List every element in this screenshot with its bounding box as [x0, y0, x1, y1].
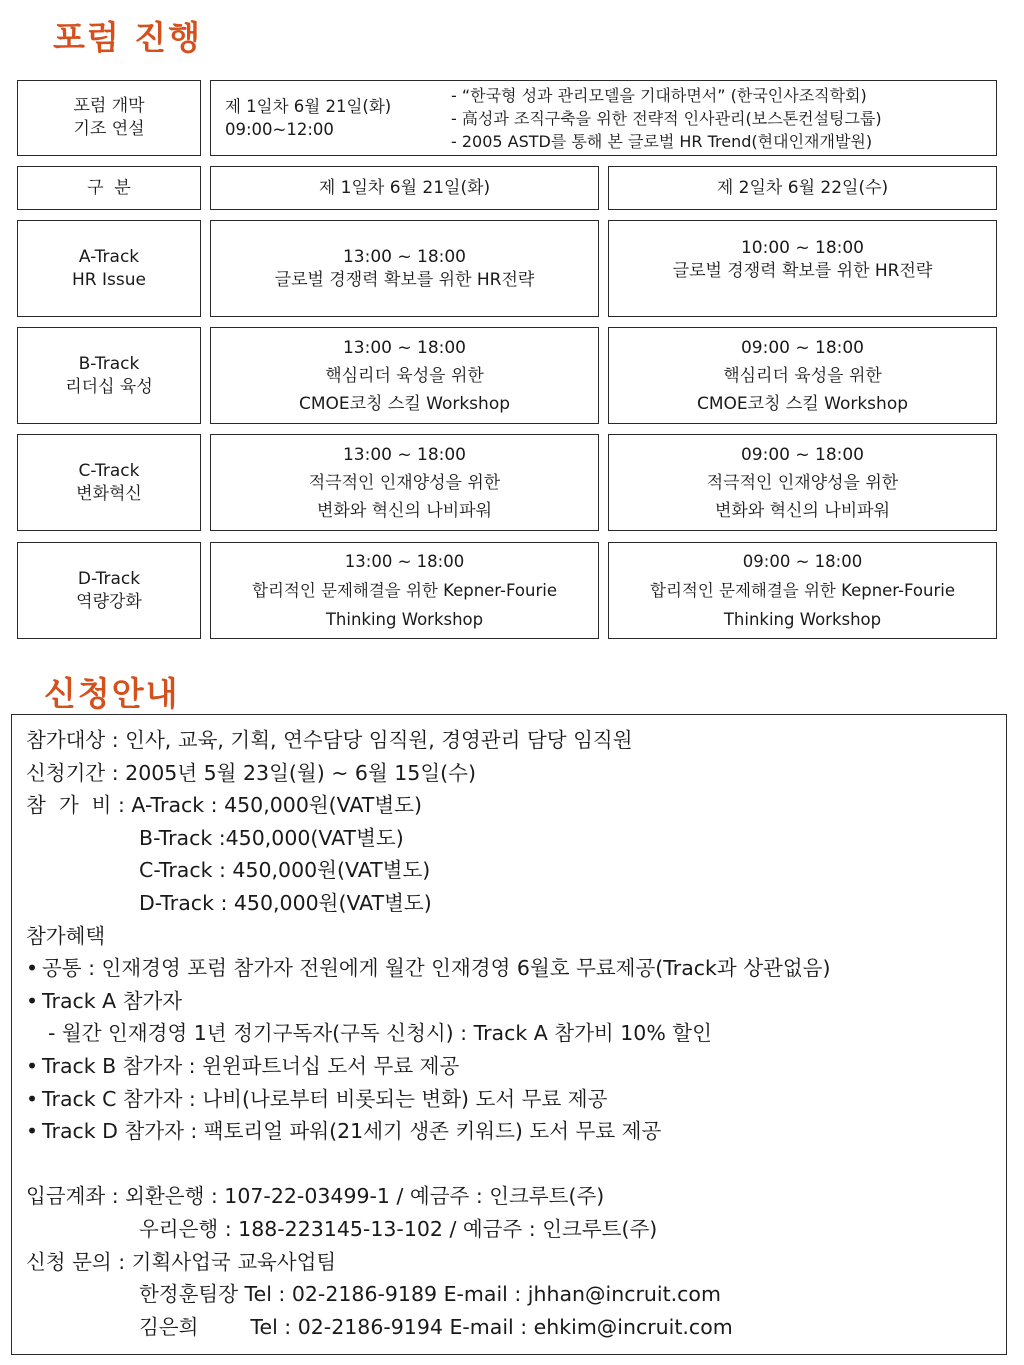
bullet-dot: •: [26, 956, 39, 981]
opening-label-cell: [17, 80, 201, 156]
track-b-day2-topic: 핵심리더 육성을 위한: [723, 365, 882, 386]
header-day1: 제 1일차 6월 21일(화): [318, 177, 491, 198]
opening-speech-1: - “한국형 성과 관리모델을 기대하면서” (한국인사조직학회): [451, 85, 867, 105]
opening-speech-2: - 高성과 조직구축을 위한 전략적 인사관리(보스톤컨설팅그룹): [451, 108, 882, 128]
track-c-day1-topic-2: 변화와 혁신의 나비파워: [316, 500, 492, 521]
track-d-day1-topic-2: Thinking Workshop: [325, 610, 484, 629]
benefit-d-line: [26, 1115, 1006, 1148]
track-b-day1-time: 13:00 ~ 18:00: [342, 337, 467, 358]
contact-1-detail: Tel : 02-2186-9189 E-mail : jhhan@incruit.com: [244, 1282, 721, 1307]
fee-track-b: B-Track :450,000(VAT별도): [139, 825, 404, 850]
track-d-day1-cell: [210, 542, 599, 639]
track-a-day2-time: 10:00 ~ 18:00: [740, 238, 865, 258]
track-a-day2-topic: 글로벌 경쟁력 확보를 위한 HR전략: [672, 261, 933, 281]
track-a-day1-topic: 글로벌 경쟁력 확보를 위한 HR전략: [274, 269, 535, 290]
contact-2-detail: Tel : 02-2186-9194 E-mail : ehkim@incruit.com: [250, 1314, 733, 1339]
inquiry-line: [26, 1246, 1006, 1279]
benefit-common: 공통 : 인재경영 포럼 참가자 전원에게 월간 인재경영 6월호 무료제공(Track과 상관없음): [42, 956, 831, 981]
track-b-day2-topic-2: CMOE코칭 스킬 Workshop: [696, 393, 909, 414]
fee-track-d: D-Track : 450,000원(VAT별도): [139, 890, 432, 915]
track-c-day1-time: 13:00 ~ 18:00: [342, 444, 467, 465]
contact-2-name: 김은희: [139, 1314, 199, 1339]
account-label: 입금계좌 :: [26, 1184, 126, 1209]
track-d-day2-cell: [608, 542, 997, 639]
fee-track-a: A-Track : 450,000원(VAT별도): [131, 793, 422, 818]
header-category: 구 분: [87, 177, 131, 198]
forum-section-title: 포럼 진행: [53, 18, 203, 57]
opening-speech-3: - 2005 ASTD를 통해 본 글로벌 HR Trend(현대인재개발원): [451, 131, 873, 151]
benefits-title: 참가혜택: [26, 923, 106, 948]
track-c-name: C-Track: [78, 460, 140, 481]
bullet-dot: •: [26, 1086, 39, 1111]
track-d-day1-time: 13:00 ~ 18:00: [344, 552, 465, 571]
application-section-title: 신청안내: [44, 674, 180, 713]
spacer: [26, 1148, 1006, 1181]
bullet-dot: •: [26, 1053, 39, 1078]
header-day2-cell: [608, 166, 997, 210]
benefit-b-line: [26, 1050, 1006, 1083]
header-day2: 제 2일차 6월 22일(수): [716, 177, 889, 198]
inquiry-label: 신청 문의 :: [26, 1249, 132, 1274]
track-a-day2-cell: [608, 220, 997, 317]
opening-label-line1: 포럼 개막: [73, 96, 145, 116]
fee-line-a: [26, 789, 1006, 822]
track-d-day1-topic: 합리적인 문제해결을 위한 Kepner-Fourie: [252, 581, 557, 600]
benefit-common-line: [26, 952, 1006, 985]
track-b-name: B-Track: [78, 353, 140, 374]
inquiry-dept: 기획사업국 교육사업팀: [131, 1249, 337, 1274]
track-c-day1-cell: [210, 434, 599, 531]
application-info-box: [11, 714, 1007, 1355]
track-d-day2-topic: 합리적인 문제해결을 위한 Kepner-Fourie: [650, 581, 955, 600]
opening-date: 제 1일차 6월 21일(화): [225, 97, 392, 116]
account-woori: 우리은행 : 188-223145-13-102 / 예금주 : 인크루트(주): [139, 1216, 658, 1241]
track-c-day1-topic: 적극적인 인재양성을 위한: [308, 472, 501, 493]
contact-2: [26, 1311, 1006, 1344]
bullet-dot: •: [26, 988, 39, 1013]
track-c-day2-topic-2: 변화와 혁신의 나비파워: [714, 500, 890, 521]
track-b-day2-cell: [608, 327, 997, 424]
track-b-day1-cell: [210, 327, 599, 424]
contact-1-name: 한정훈팀장: [139, 1282, 239, 1307]
bullet-dot: •: [26, 1119, 39, 1144]
benefit-a-line: [26, 985, 1006, 1018]
track-a-label-cell: [17, 220, 201, 317]
fee-track-c: C-Track : 450,000원(VAT별도): [139, 858, 431, 883]
track-b-theme: 리더십 육성: [65, 376, 153, 397]
fee-label: 참 가 비 :: [26, 793, 132, 818]
track-c-theme: 변화혁신: [76, 483, 142, 504]
opening-detail-cell: [210, 80, 997, 156]
opening-label-line2: 기조 연설: [73, 119, 145, 139]
track-a-day1-time: 13:00 ~ 18:00: [342, 246, 467, 267]
benefit-b: Track B 참가자 : 윈윈파트너십 도서 무료 제공: [42, 1053, 460, 1078]
track-d-name: D-Track: [77, 568, 141, 589]
account-keb: 외환은행 : 107-22-03499-1 / 예금주 : 인크루트(주): [125, 1184, 605, 1209]
track-c-label-cell: [17, 434, 201, 531]
header-day1-cell: [210, 166, 599, 210]
track-c-day2-time: 09:00 ~ 18:00: [740, 444, 865, 465]
track-c-day2-topic: 적극적인 인재양성을 위한: [706, 472, 899, 493]
header-category-cell: [17, 166, 201, 210]
contact-1: [26, 1278, 1006, 1311]
track-b-day1-topic-2: CMOE코칭 스킬 Workshop: [298, 393, 511, 414]
track-a-day1-cell: [210, 220, 599, 317]
track-a-name: A-Track: [78, 246, 140, 267]
account-line-1: [26, 1180, 1006, 1213]
track-a-theme: HR Issue: [72, 269, 146, 290]
track-d-day2-topic-2: Thinking Workshop: [723, 610, 882, 629]
track-c-day2-cell: [608, 434, 997, 531]
track-d-label-cell: [17, 542, 201, 639]
target-line: 참가대상 : 인사, 교육, 기획, 연수담당 임직원, 경영관리 담당 임직원: [26, 728, 633, 752]
benefit-a: Track A 참가자: [42, 988, 183, 1013]
benefit-c-line: [26, 1083, 1006, 1116]
track-d-day2-time: 09:00 ~ 18:00: [742, 552, 863, 571]
benefit-c: Track C 참가자 : 나비(나로부터 비롯되는 변화) 도서 무료 제공: [42, 1086, 608, 1111]
track-b-day2-time: 09:00 ~ 18:00: [740, 337, 865, 358]
period-line: 신청기간 : 2005년 5월 23일(월) ~ 6월 15일(수): [26, 760, 476, 785]
track-b-day1-topic: 핵심리더 육성을 위한: [325, 365, 484, 386]
benefit-d: Track D 참가자 : 팩토리얼 파워(21세기 생존 키워드) 도서 무료 제공: [42, 1119, 662, 1144]
track-b-label-cell: [17, 327, 201, 424]
benefit-a-detail: - 월간 인재경영 1년 정기구독자(구독 신청시) : Track A 참가비 10% 할인: [48, 1021, 712, 1046]
track-d-theme: 역량강화: [76, 591, 142, 612]
opening-time: 09:00~12:00: [225, 120, 334, 139]
